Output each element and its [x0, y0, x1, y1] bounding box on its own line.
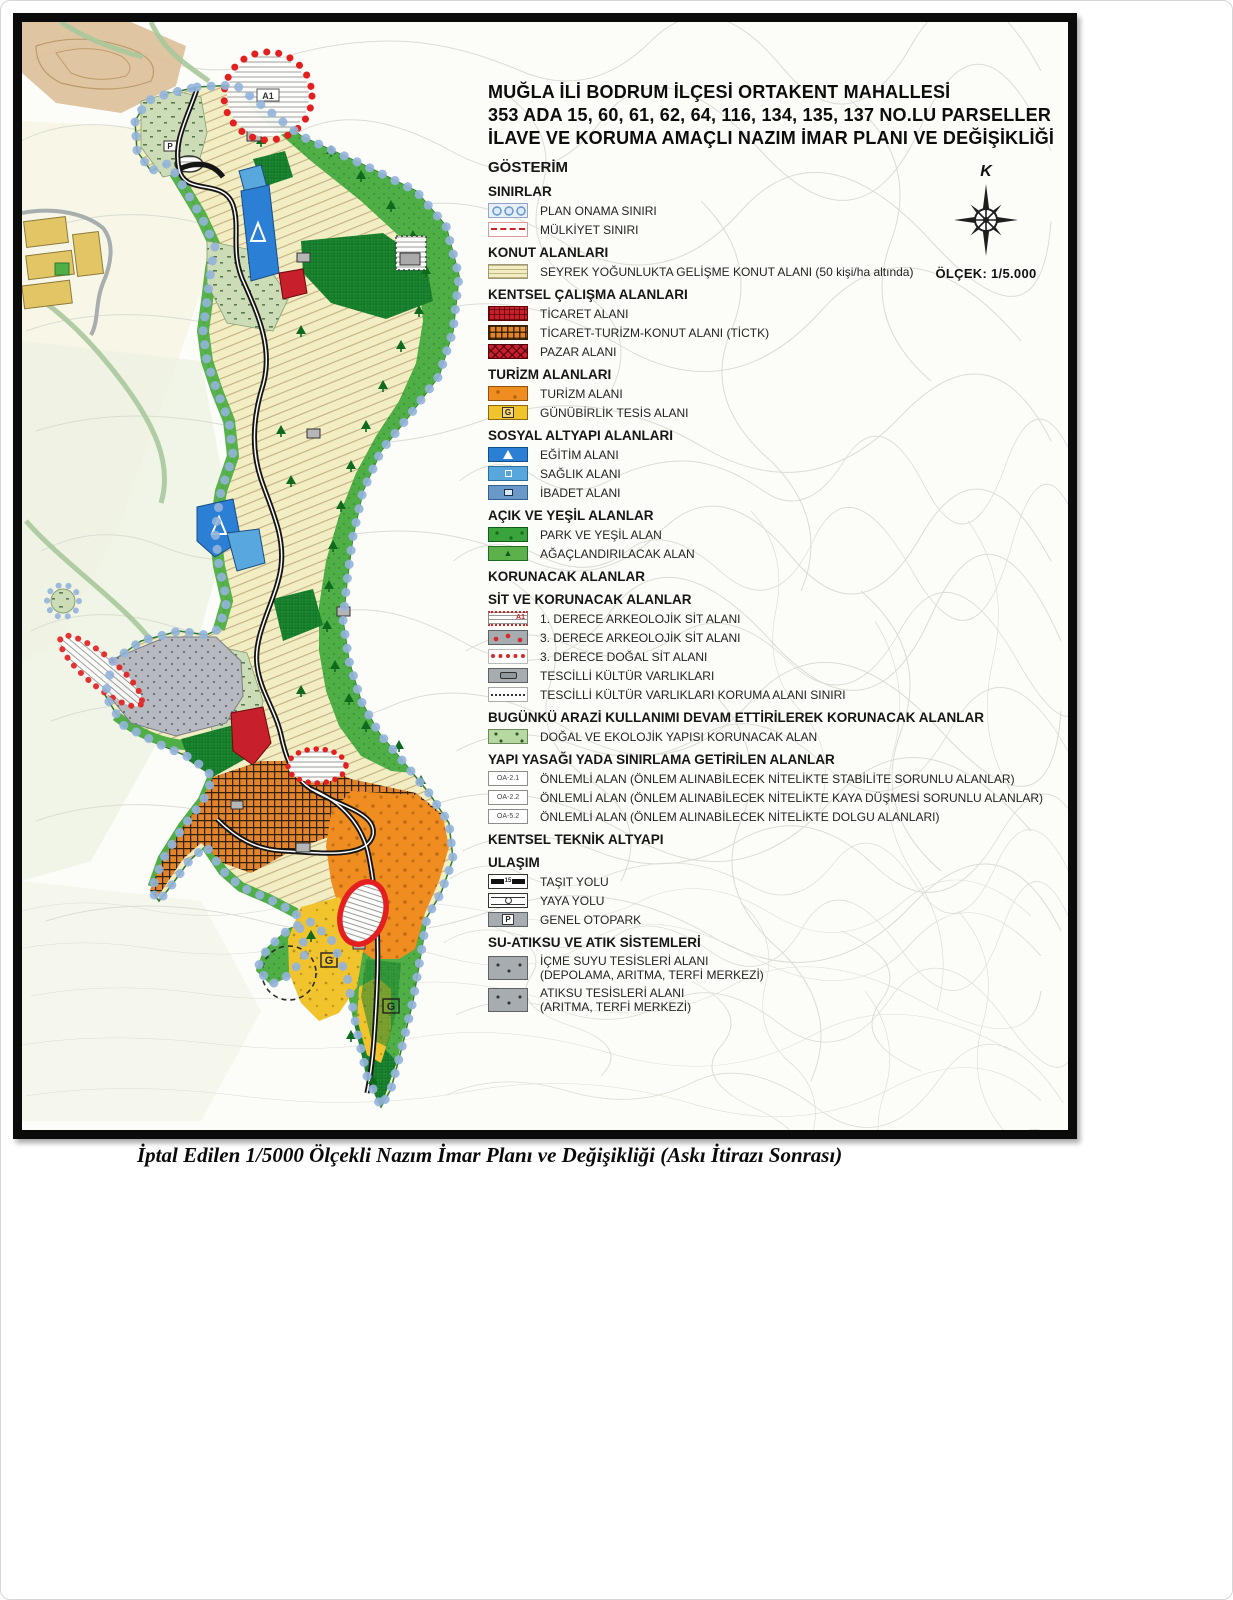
legend-section-header: KORUNACAK ALANLAR [488, 569, 645, 584]
tescilli-swatch [488, 668, 528, 683]
svg-text:A1: A1 [262, 91, 274, 101]
legend-item-label: TAŞIT YOLU [540, 874, 609, 889]
legend-item-label: SEYREK YOĞUNLUKTA GELİŞME KONUT ALANI (50 kişi/ha altında) [540, 264, 914, 279]
legend-section-header: SOSYAL ALTYAPI ALANLARI [488, 428, 674, 443]
dogalsit-swatch [488, 649, 528, 664]
legend-item [488, 447, 1063, 462]
plan-onama-swatch [488, 203, 528, 218]
legend-item [488, 466, 1063, 481]
legend-item-label: TİCARET-TURİZM-KONUT ALANI (TİCTK) [540, 325, 770, 340]
scale-label: ÖLÇEK: 1/5.000 [935, 266, 1037, 281]
legend-section-header: AÇIK VE YEŞİL ALANLAR [488, 508, 654, 523]
pazar-swatch [488, 344, 528, 359]
figure-caption: İptal Edilen 1/5000 Ölçekli Nazım İmar Planı ve Değişikliği (Askı İtirazı Sonrası) [137, 1143, 843, 1167]
legend-item-label: 3. DERECE ARKEOLOJİK SİT ALANI [540, 630, 741, 645]
mulkiyet-swatch [488, 222, 528, 237]
legend-item [488, 912, 1063, 927]
legend-item [488, 485, 1063, 500]
north-label: K [980, 163, 992, 180]
onlem-swatch [488, 771, 528, 786]
legend-item-label: PAZAR ALANI [540, 344, 617, 359]
tasit-swatch-text: 15 [504, 878, 512, 884]
legend-item [488, 729, 1063, 744]
gunubirlik-swatch-text: G [502, 407, 514, 418]
legend-item-label: ÖNLEMLİ ALAN (ÖNLEM ALINABİLECEK NİTELİKTE DOLGU ALANLARI) [540, 809, 940, 824]
legend-item-label: EĞİTİM ALANI [540, 447, 619, 462]
konut-swatch [488, 264, 528, 279]
legend-section-header: BUGÜNKÜ ARAZİ KULLANIMI DEVAM ETTİRİLEREK KORUNACAK ALANLAR [488, 710, 984, 725]
legend-item [488, 954, 1063, 982]
legend-item [488, 386, 1063, 401]
otopark-swatch-text: P [502, 914, 514, 925]
legend-item-label: AĞAÇLANDIRILACAK ALAN [540, 546, 695, 561]
legend-item-label: TURİZM ALANI [540, 386, 623, 401]
compass [926, 163, 1046, 281]
gunubirlik-swatch [488, 405, 528, 420]
legend-section-header: KENTSEL ÇALIŞMA ALANLARI [488, 287, 688, 302]
legend-item [488, 630, 1063, 645]
legend-item-label: TESCİLLİ KÜLTÜR VARLIKLARI [540, 668, 715, 683]
svg-text:P: P [167, 142, 173, 151]
legend-item [488, 771, 1063, 786]
atiksu-swatch [488, 988, 528, 1012]
legend-item-label: DOĞAL VE EKOLOJİK YAPISI KORUNACAK ALAN [540, 729, 818, 744]
yaya-swatch [488, 893, 528, 908]
legend-item-label: GENEL OTOPARK [540, 912, 642, 927]
legend-section-header: SİT VE KORUNACAK ALANLAR [488, 592, 692, 607]
legend-item-label: SAĞLIK ALANI [540, 466, 621, 481]
legend-item [488, 809, 1063, 824]
legend-item [488, 649, 1063, 664]
legend-item [488, 668, 1063, 683]
legend-item [488, 405, 1063, 420]
legend [488, 159, 1063, 1018]
ticaret-swatch [488, 306, 528, 321]
legend-item [488, 986, 1063, 1014]
legend-item-label: İÇME SUYU TESİSLERİ ALANI (DEPOLAMA, ARITMA, TERFİ MERKEZİ) [540, 954, 764, 982]
legend-item-label: ATIKSU TESİSLERİ ALANI (ARITMA, TERFİ MERKEZİ) [540, 986, 692, 1014]
agac-swatch [488, 546, 528, 561]
legend-item [488, 325, 1063, 340]
legend-item-label: YAYA YOLU [540, 893, 605, 908]
egitim-swatch [488, 447, 528, 462]
ekolojik-swatch [488, 729, 528, 744]
legend-item-label: GÜNÜBİRLİK TESİS ALANI [540, 405, 689, 420]
legend-item-label: PARK VE YEŞİL ALAN [540, 527, 662, 542]
onlem-swatch-text: OA-2.2 [496, 794, 520, 801]
park-swatch [488, 527, 528, 542]
arch3-swatch [488, 630, 528, 645]
plan-title [488, 81, 1073, 150]
onlem-swatch-text: OA-2.1 [496, 775, 520, 782]
plan-title-line1: MUĞLA İLİ BODRUM İLÇESİ ORTAKENT MAHALLESİ [488, 82, 951, 102]
legend-item [488, 874, 1063, 889]
svg-text:G: G [324, 955, 334, 967]
onlem-swatch [488, 790, 528, 805]
legend-section-header: KENTSEL TEKNİK ALTYAPI [488, 832, 664, 847]
legend-item-label: PLAN ONAMA SINIRI [540, 203, 657, 218]
legend-item [488, 344, 1063, 359]
svg-text:G: G [386, 1001, 396, 1013]
legend-item [488, 611, 1063, 626]
saglik-swatch [488, 466, 528, 481]
legend-section-header: TURİZM ALANLARI [488, 367, 612, 382]
legend-item-label: MÜLKİYET SINIRI [540, 222, 639, 237]
arch1-swatch-text: A1 [516, 614, 525, 621]
legend-section-header: YAPI YASAĞI YADA SINIRLAMA GETİRİLEN ALANLAR [488, 752, 835, 767]
legend-item-label: ÖNLEMLİ ALAN (ÖNLEM ALINABİLECEK NİTELİKTE STABİLİTE SORUNLU ALANLAR) [540, 771, 1015, 786]
legend-section-header: KONUT ALANLARI [488, 245, 609, 260]
legend-item-label: 3. DERECE DOĞAL SİT ALANI [540, 649, 708, 664]
legend-item [488, 687, 1063, 702]
legend-item [488, 527, 1063, 542]
legend-section-header: ULAŞIM [488, 855, 540, 870]
onlem-swatch [488, 809, 528, 824]
compass-rose-icon [949, 183, 1023, 257]
legend-section-header: SU-ATIKSU VE ATIK SİSTEMLERİ [488, 935, 701, 950]
legend-section-header: SINIRLAR [488, 184, 552, 199]
ibadet-swatch [488, 485, 528, 500]
legend-item [488, 306, 1063, 321]
plan-title-line2: 353 ADA 15, 60, 61, 62, 64, 116, 134, 135, 137 NO.LU PARSELLER [488, 105, 1052, 125]
legend-sections [488, 184, 1063, 1014]
legend-item-label: 1. DERECE ARKEOLOJİK SİT ALANI [540, 611, 741, 626]
legend-item-label: İBADET ALANI [540, 485, 621, 500]
legend-item [488, 893, 1063, 908]
turizm-swatch [488, 386, 528, 401]
icme-swatch [488, 956, 528, 980]
onlem-swatch-text: OA-5.2 [496, 813, 520, 820]
legend-item-label: ÖNLEMLİ ALAN (ÖNLEM ALINABİLECEK NİTELİKTE KAYA DÜŞMESİ SORUNLU ALANLAR) [540, 790, 1044, 805]
plan-title-line3: İLAVE VE KORUMA AMAÇLI NAZIM İMAR PLANI VE DEĞİŞİKLİĞİ [488, 128, 1055, 148]
legend-item-label: TESCİLLİ KÜLTÜR VARLIKLARI KORUMA ALANI SINIRI [540, 687, 846, 702]
legend-item [488, 546, 1063, 561]
tasit-swatch [488, 874, 528, 889]
legend-item [488, 790, 1063, 805]
legend-item-label: TİCARET ALANI [540, 306, 629, 321]
tescilli-sinir-swatch [488, 687, 528, 702]
tictk-swatch [488, 325, 528, 340]
legend-heading: GÖSTERİM [488, 159, 569, 176]
arch1-swatch [488, 611, 528, 626]
otopark-swatch [488, 912, 528, 927]
